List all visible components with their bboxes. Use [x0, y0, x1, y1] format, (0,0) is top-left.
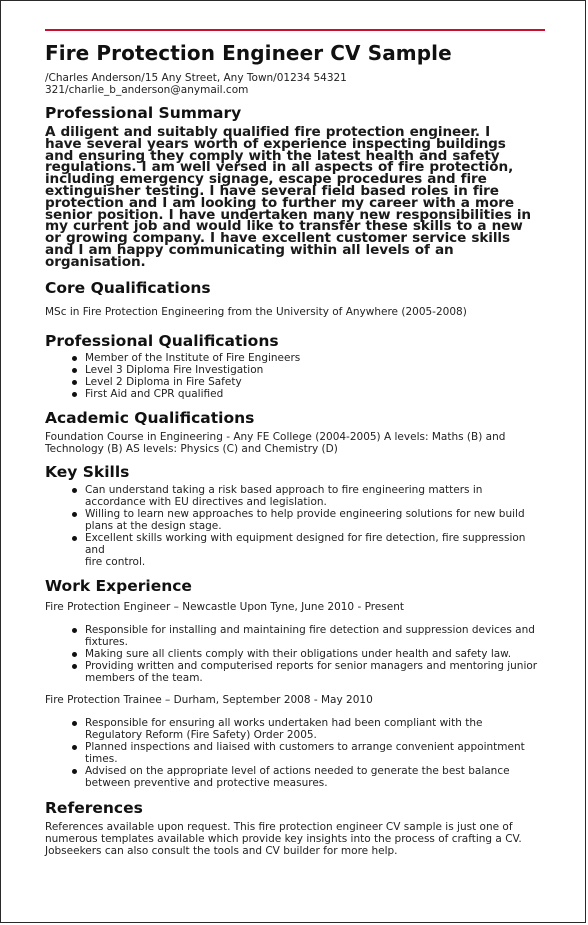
- section-heading-academic: Academic Qualifications: [45, 408, 255, 427]
- summary-line: including emergency signage, escape procedures and fire: [45, 171, 487, 188]
- job-title: Fire Protection Engineer – Newcastle Upon Tyne, June 2010 - Present: [45, 600, 404, 613]
- job-duties-list: [45, 624, 545, 684]
- list-item-line: Advised on the appropriate level of actions needed to generate the best balance: [85, 764, 510, 777]
- references-line: Jobseekers can also consult the tools and CV builder for more help.: [45, 844, 398, 857]
- summary-line: A diligent and suitably qualified fire protection engineer. I: [45, 124, 491, 140]
- section-heading-skills: Key Skills: [45, 462, 130, 481]
- list-item-line: Planned inspections and liaised with customers to arrange convenient appointment: [85, 740, 525, 753]
- list-item: [45, 717, 545, 741]
- list-item-line: Excellent skills working with equipment designed for fire detection, fire suppression and: [85, 531, 526, 556]
- summary-line: and I am happy communicating within all levels of an: [45, 241, 454, 258]
- list-item: Level 2 Diploma in Fire Safety: [45, 376, 545, 388]
- list-item: [45, 532, 545, 568]
- core-qualification-text: MSc in Fire Protection Engineering from the University of Anywhere (2005-2008): [45, 305, 467, 318]
- summary-text: [45, 124, 545, 270]
- summary-line: or growing company. I have excellent customer service skills: [45, 230, 510, 247]
- references-line: References available upon request. This fire protection engineer CV sample is just one of: [45, 820, 513, 833]
- section-heading-professional: Professional Qualifications: [45, 331, 279, 350]
- list-item-line: fire control.: [85, 555, 146, 568]
- skills-list: [45, 484, 545, 568]
- list-item-line: accordance with EU directives and legislation.: [85, 495, 327, 508]
- section-heading-core: Core Qualifications: [45, 278, 211, 297]
- contact-line: 321/charlie_b_anderson@anymail.com: [45, 84, 249, 96]
- academic-text: [45, 431, 545, 455]
- job-duties-list: [45, 717, 545, 789]
- section-heading-references: References: [45, 798, 143, 817]
- cv-content: [45, 41, 545, 857]
- list-item-line: fixtures.: [85, 635, 128, 648]
- list-item-line: Responsible for ensuring all works undertaken had been compliant with the: [85, 716, 483, 729]
- section-heading-summary: Professional Summary: [45, 104, 242, 122]
- summary-line: senior position. I have undertaken many new responsibilities in: [45, 206, 532, 223]
- list-item-line: Can understand taking a risk based approach to fire engineering matters in: [85, 483, 483, 496]
- list-item-line: Regulatory Reform (Fire Safety) Order 2005.: [85, 728, 317, 741]
- list-item: [45, 765, 545, 789]
- list-item-line: Willing to learn new approaches to help provide engineering solutions for new build: [85, 507, 525, 520]
- list-item-line: Responsible for installing and maintaining fire detection and suppression devices and: [85, 623, 535, 636]
- list-item-line: times.: [85, 752, 118, 765]
- professional-list: [45, 352, 545, 400]
- academic-line: Technology (B) AS levels: Physics (C) and Chemistry (D): [45, 442, 338, 455]
- summary-line: have several years worth of experience inspecting buildings: [45, 135, 506, 152]
- references-line: numerous templates available which provide key insights into the process of crafting a CV.: [45, 832, 522, 845]
- header-rule: [45, 29, 545, 31]
- list-item: Level 3 Diploma Fire Investigation: [45, 364, 545, 376]
- list-item: [45, 741, 545, 765]
- contact-line: /Charles Anderson/15 Any Street, Any Town/01234 54321: [45, 72, 347, 84]
- list-item: [45, 660, 545, 684]
- references-text: [45, 821, 545, 857]
- list-item: [45, 648, 545, 660]
- summary-line: and ensuring they comply with the latest health and safety: [45, 147, 500, 164]
- summary-line: regulations. I am well versed in all aspects of fire protection,: [45, 159, 514, 176]
- list-item-line: members of the team.: [85, 671, 203, 684]
- job-title: Fire Protection Trainee – Durham, September 2008 - May 2010: [45, 693, 373, 706]
- list-item-line: Providing written and computerised reports for senior managers and mentoring junior: [85, 659, 538, 672]
- summary-line: organisation.: [45, 253, 146, 270]
- list-item-line: Making sure all clients comply with their obligations under health and safety law.: [85, 647, 512, 660]
- academic-line: Foundation Course in Engineering - Any FE College (2004-2005) A levels: Maths (B) and: [45, 430, 506, 443]
- summary-line: protection and I am looking to further my career with a more: [45, 194, 515, 211]
- list-item-line: between preventive and protective measures.: [85, 776, 328, 789]
- list-item: [45, 624, 545, 648]
- list-item: [45, 484, 545, 508]
- list-item-line: plans at the design stage.: [85, 519, 222, 532]
- summary-line: my current job and would like to transfer these skills to a new: [45, 218, 523, 235]
- list-item: First Aid and CPR qualified: [45, 388, 545, 400]
- list-item: [45, 508, 545, 532]
- summary-line: extinguisher testing. I have several field based roles in fire: [45, 182, 499, 199]
- section-heading-work: Work Experience: [45, 576, 192, 595]
- page-title: Fire Protection Engineer CV Sample: [45, 41, 452, 65]
- list-item: Member of the Institute of Fire Engineers: [45, 352, 545, 364]
- contact-details: [45, 72, 545, 96]
